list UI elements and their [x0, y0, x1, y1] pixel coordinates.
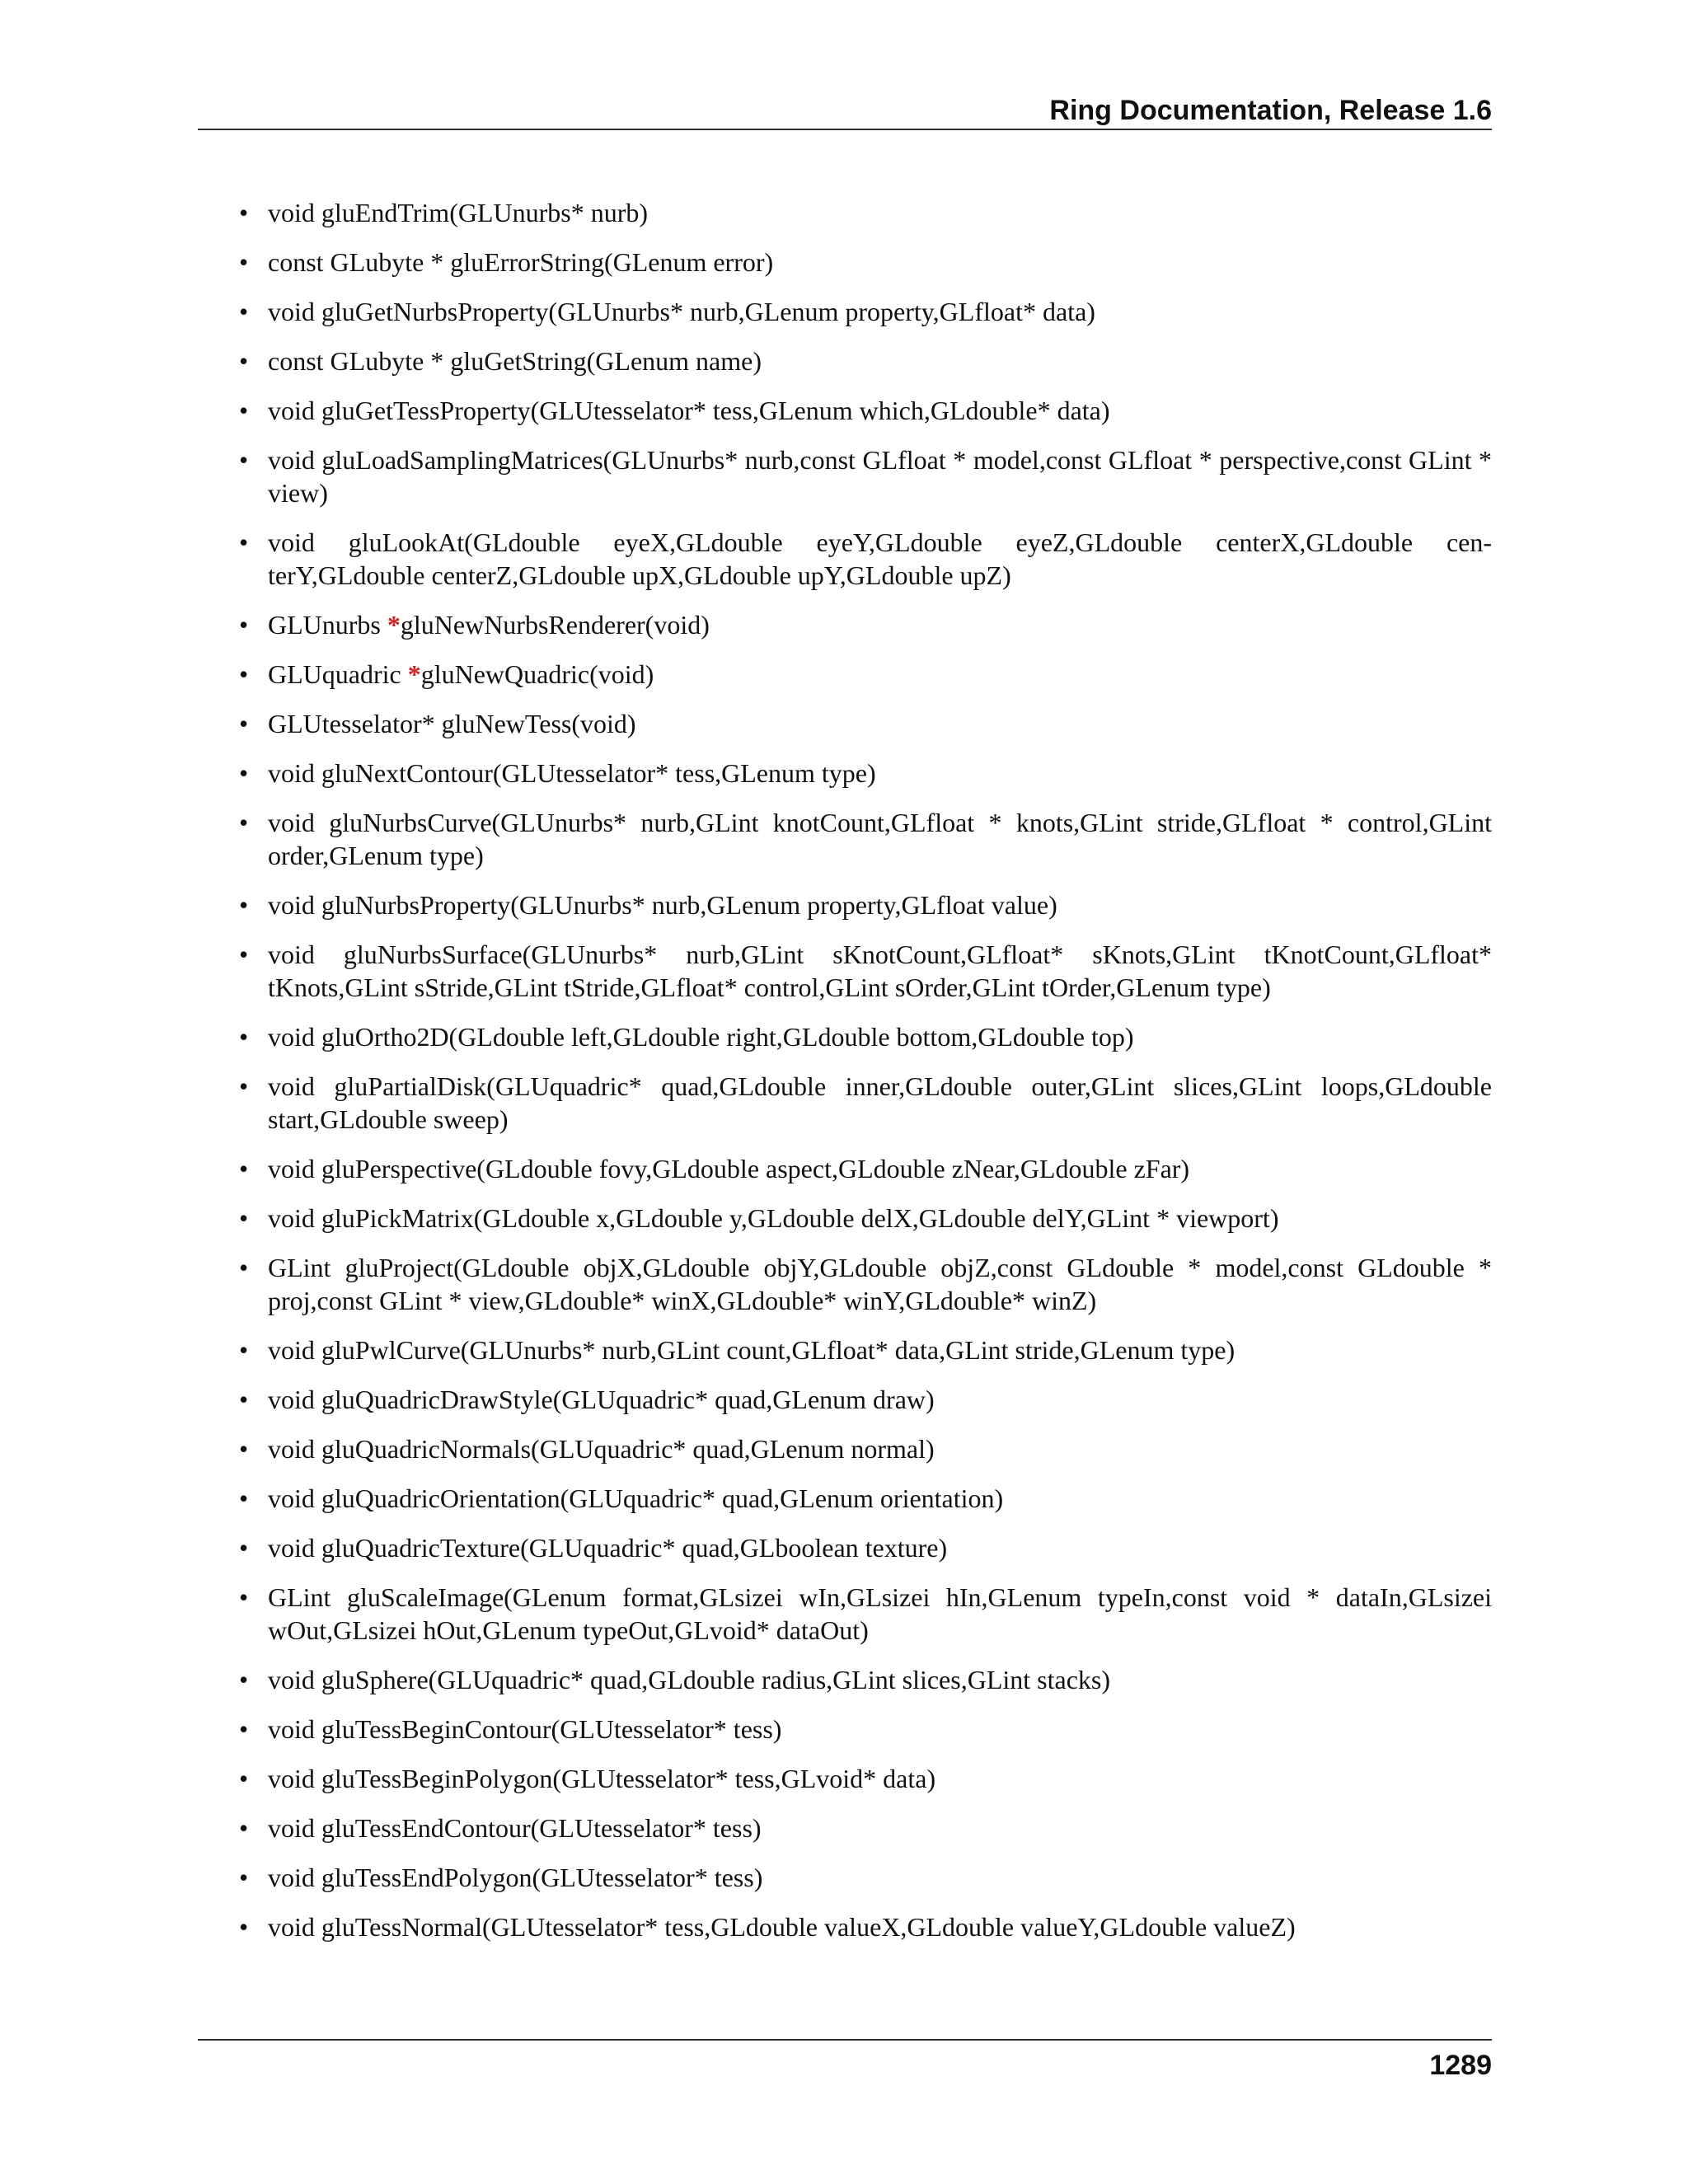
list-item: [239, 707, 1492, 740]
item-text: void gluPerspective(GLdouble fovy,GLdouble aspect,GLdouble zNear,GLdouble zFar): [268, 1154, 1190, 1183]
list-item: [239, 1432, 1492, 1465]
highlight-star: *: [387, 610, 401, 640]
list-item: [239, 938, 1492, 1004]
item-text: void gluTessNormal(GLUtesselator* tess,GLdouble valueX,GLdouble valueY,GLdouble valueZ): [268, 1912, 1296, 1942]
item-text: void gluQuadricTexture(GLUquadric* quad,GLboolean texture): [268, 1533, 948, 1563]
list-item: [239, 1713, 1492, 1746]
item-text-prefix: GLUquadric: [268, 659, 408, 689]
item-text: void gluQuadricNormals(GLUquadric* quad,GLenum normal): [268, 1434, 935, 1464]
item-text: void gluNurbsSurface(GLUnurbs* nurb,GLint sKnotCount,GLfloat* sKnots,GLint tKnotCount,GLfloat* tKnots,GLint sStride,GLint tStride,GLfloat* control,GLint sOrder,GLint tOrder,GLenum type): [268, 940, 1492, 1002]
list-item: [239, 1581, 1492, 1647]
list-item: [239, 757, 1492, 790]
item-text: GLint gluScaleImage(GLenum format,GLsizei wIn,GLsizei hIn,GLenum typeIn,const void * dataIn,GLsizei wOut,GLsizei hOut,GLenum typeOut,GLvoid* dataOut): [268, 1582, 1492, 1645]
list-item: [239, 1482, 1492, 1515]
item-text-suffix: gluNewQuadric(void): [420, 659, 654, 689]
list-item: [239, 443, 1492, 509]
list-item: [239, 1202, 1492, 1235]
list-item: [239, 1070, 1492, 1136]
item-text: void gluEndTrim(GLUnurbs* nurb): [268, 198, 649, 227]
list-item: [239, 1861, 1492, 1894]
list-item: [239, 1383, 1492, 1416]
list-item: [239, 295, 1492, 328]
list-item: [239, 1152, 1492, 1185]
item-text: void gluOrtho2D(GLdouble left,GLdouble right,GLdouble bottom,GLdouble top): [268, 1022, 1134, 1052]
item-text: void gluQuadricOrientation(GLUquadric* quad,GLenum orientation): [268, 1483, 1004, 1513]
highlight-star: *: [407, 659, 421, 689]
item-text: void gluLookAt(GLdouble eyeX,GLdouble eyeY,GLdouble eyeZ,GLdouble centerX,GLdouble cen- terY,GLdouble centerZ,GLdouble upX,GLdouble upY,GLdouble upZ): [268, 527, 1492, 590]
item-text: void gluGetTessProperty(GLUtesselator* tess,GLenum which,GLdouble* data): [268, 396, 1110, 425]
item-text: void gluPartialDisk(GLUquadric* quad,GLdouble inner,GLdouble outer,GLint slices,GLint loops,GLdouble start,GLdouble sweep): [268, 1071, 1492, 1134]
item-text: const GLubyte * gluGetString(GLenum name): [268, 346, 762, 376]
item-text: GLUtesselator* gluNewTess(void): [268, 709, 636, 738]
list-item: [239, 196, 1492, 229]
list-item: [239, 1762, 1492, 1795]
item-text: void gluNurbsProperty(GLUnurbs* nurb,GLenum property,GLfloat value): [268, 890, 1057, 920]
page-number: 1289: [1429, 2050, 1492, 2081]
list-item: [239, 1020, 1492, 1053]
item-text: void gluNurbsCurve(GLUnurbs* nurb,GLint knotCount,GLfloat * knots,GLint stride,GLfloat * control,GLint order,GLenum type): [268, 808, 1492, 870]
page-footer: [198, 2039, 1492, 2085]
list-item: [239, 1811, 1492, 1844]
list-item: [239, 608, 1492, 641]
item-text: GLint gluProject(GLdouble objX,GLdouble objY,GLdouble objZ,const GLdouble * model,const GLdouble * proj,const GLint * view,GLdouble* winX,GLdouble* winY,GLdouble* winZ): [268, 1253, 1492, 1315]
item-text: void gluPickMatrix(GLdouble x,GLdouble y,GLdouble delX,GLdouble delY,GLint * viewport): [268, 1203, 1279, 1233]
item-text: void gluTessEndPolygon(GLUtesselator* tess): [268, 1863, 763, 1892]
item-text: const GLubyte * gluErrorString(GLenum error): [268, 247, 774, 277]
item-text: void gluLoadSamplingMatrices(GLUnurbs* nurb,const GLfloat * model,const GLfloat * perspective,const GLint * view): [268, 445, 1492, 508]
list-item: [239, 888, 1492, 921]
item-text-suffix: gluNewNurbsRenderer(void): [400, 610, 710, 640]
header-title: Ring Documentation, Release 1.6: [1049, 95, 1492, 126]
list-item: [239, 1910, 1492, 1943]
item-text: void gluTessEndContour(GLUtesselator* tess): [268, 1813, 762, 1843]
list-item: [239, 1531, 1492, 1564]
list-item: [239, 658, 1492, 691]
function-list: [239, 196, 1492, 1960]
item-text: void gluSphere(GLUquadric* quad,GLdouble radius,GLint slices,GLint stacks): [268, 1665, 1110, 1694]
list-item: [239, 526, 1492, 592]
running-header: [198, 91, 1492, 130]
list-item: [239, 246, 1492, 279]
item-text-prefix: GLUnurbs: [268, 610, 387, 640]
list-item: [239, 1663, 1492, 1696]
item-text: void gluTessBeginPolygon(GLUtesselator* tess,GLvoid* data): [268, 1764, 936, 1793]
item-text: void gluPwlCurve(GLUnurbs* nurb,GLint count,GLfloat* data,GLint stride,GLenum type): [268, 1335, 1236, 1365]
item-text: void gluTessBeginContour(GLUtesselator* tess): [268, 1714, 782, 1744]
item-text: void gluQuadricDrawStyle(GLUquadric* quad,GLenum draw): [268, 1385, 935, 1414]
item-text: void gluGetNurbsProperty(GLUnurbs* nurb,GLenum property,GLfloat* data): [268, 297, 1095, 326]
list-item: [239, 806, 1492, 872]
item-text: void gluNextContour(GLUtesselator* tess,GLenum type): [268, 758, 876, 788]
list-item: [239, 1251, 1492, 1317]
list-item: [239, 1333, 1492, 1366]
list-item: [239, 394, 1492, 427]
list-item: [239, 344, 1492, 377]
